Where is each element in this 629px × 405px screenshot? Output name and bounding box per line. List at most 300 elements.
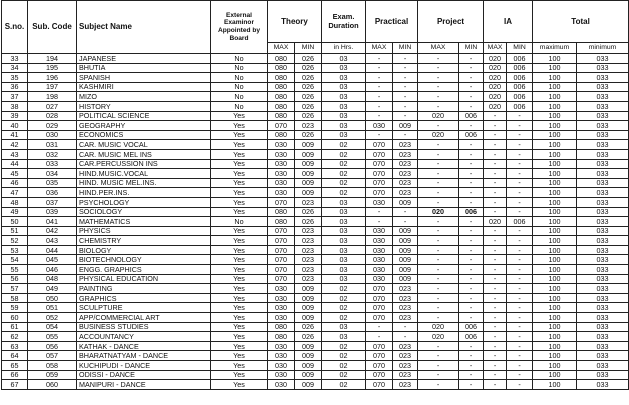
cell-exam-duration: 03 bbox=[322, 54, 366, 64]
cell-external-examiner: Yes bbox=[211, 255, 268, 265]
cell-project-max: - bbox=[418, 226, 459, 236]
cell-total-min: 033 bbox=[577, 121, 629, 131]
cell-subject-name: KATHAK - DANCE bbox=[77, 341, 211, 351]
cell-external-examiner: Yes bbox=[211, 380, 268, 390]
cell-ia-min: - bbox=[507, 255, 533, 265]
cell-ia-max: - bbox=[484, 207, 507, 217]
cell-practical-max: 030 bbox=[366, 245, 393, 255]
cell-project-max: - bbox=[418, 82, 459, 92]
cell-ia-min: - bbox=[507, 265, 533, 275]
cell-project-min: - bbox=[459, 370, 484, 380]
cell-total-max: 100 bbox=[533, 149, 577, 159]
cell-subject-name: GRAPHICS bbox=[77, 293, 211, 303]
cell-project-min: - bbox=[459, 226, 484, 236]
table-row bbox=[2, 54, 629, 64]
cell-theory-max: 080 bbox=[268, 217, 295, 227]
cell-external-examiner: Yes bbox=[211, 351, 268, 361]
cell-total-min: 033 bbox=[577, 178, 629, 188]
cell-theory-min: 026 bbox=[295, 92, 322, 102]
cell-practical-min: 009 bbox=[393, 236, 418, 246]
cell-practical-min: 009 bbox=[393, 197, 418, 207]
cell-external-examiner: Yes bbox=[211, 178, 268, 188]
cell-project-min: - bbox=[459, 169, 484, 179]
cell-ia-max: 020 bbox=[484, 82, 507, 92]
cell-project-min: - bbox=[459, 245, 484, 255]
cell-ia-max: 020 bbox=[484, 101, 507, 111]
table-row bbox=[2, 370, 629, 380]
cell-subject-name: ODISSI - DANCE bbox=[77, 370, 211, 380]
cell-theory-max: 080 bbox=[268, 130, 295, 140]
cell-ia-min: - bbox=[507, 226, 533, 236]
cell-theory-min: 009 bbox=[295, 370, 322, 380]
cell-practical-max: - bbox=[366, 111, 393, 121]
cell-theory-min: 026 bbox=[295, 54, 322, 64]
cell-subject-name: PAINTING bbox=[77, 284, 211, 294]
cell-total-max: 100 bbox=[533, 217, 577, 227]
cell-project-min: - bbox=[459, 92, 484, 102]
table-row bbox=[2, 361, 629, 371]
cell-project-max: - bbox=[418, 245, 459, 255]
cell-ia-max: - bbox=[484, 284, 507, 294]
cell-project-min: - bbox=[459, 361, 484, 371]
cell-sno: 43 bbox=[2, 149, 28, 159]
cell-sno: 58 bbox=[2, 293, 28, 303]
cell-external-examiner: Yes bbox=[211, 293, 268, 303]
cell-sno: 40 bbox=[2, 121, 28, 131]
cell-ia-min: 006 bbox=[507, 63, 533, 73]
cell-sub-code: 036 bbox=[28, 188, 77, 198]
cell-theory-min: 023 bbox=[295, 255, 322, 265]
cell-total-max: 100 bbox=[533, 226, 577, 236]
cell-ia-max: 020 bbox=[484, 73, 507, 83]
cell-subject-name: KUCHIPUDI - DANCE bbox=[77, 361, 211, 371]
cell-theory-min: 009 bbox=[295, 361, 322, 371]
cell-practical-min: - bbox=[393, 101, 418, 111]
cell-external-examiner: Yes bbox=[211, 303, 268, 313]
cell-project-max: - bbox=[418, 92, 459, 102]
cell-sno: 47 bbox=[2, 188, 28, 198]
table-row bbox=[2, 121, 629, 131]
cell-external-examiner: Yes bbox=[211, 169, 268, 179]
cell-sub-code: 034 bbox=[28, 169, 77, 179]
cell-ia-min: - bbox=[507, 169, 533, 179]
cell-project-max: - bbox=[418, 188, 459, 198]
cell-exam-duration: 03 bbox=[322, 82, 366, 92]
cell-external-examiner: Yes bbox=[211, 121, 268, 131]
cell-sub-code: 029 bbox=[28, 121, 77, 131]
subheader-ia-min: MIN bbox=[507, 43, 533, 54]
cell-ia-min: 006 bbox=[507, 217, 533, 227]
cell-external-examiner: Yes bbox=[211, 274, 268, 284]
cell-project-max: - bbox=[418, 284, 459, 294]
cell-exam-duration: 02 bbox=[322, 188, 366, 198]
cell-total-min: 033 bbox=[577, 101, 629, 111]
cell-ia-max: 020 bbox=[484, 54, 507, 64]
cell-ia-min: 006 bbox=[507, 101, 533, 111]
cell-project-min: - bbox=[459, 265, 484, 275]
cell-sno: 44 bbox=[2, 159, 28, 169]
cell-total-min: 033 bbox=[577, 63, 629, 73]
cell-subject-name: ENGG. GRAPHICS bbox=[77, 265, 211, 275]
cell-ia-max: - bbox=[484, 245, 507, 255]
cell-project-max: - bbox=[418, 274, 459, 284]
cell-sub-code: 197 bbox=[28, 82, 77, 92]
cell-sub-code: 039 bbox=[28, 207, 77, 217]
cell-exam-duration: 02 bbox=[322, 140, 366, 150]
cell-ia-max: - bbox=[484, 322, 507, 332]
cell-external-examiner: No bbox=[211, 54, 268, 64]
cell-ia-min: - bbox=[507, 284, 533, 294]
cell-sub-code: 042 bbox=[28, 226, 77, 236]
cell-ia-max: - bbox=[484, 274, 507, 284]
cell-subject-name: CAR.PERCUSSION INS bbox=[77, 159, 211, 169]
cell-sno: 33 bbox=[2, 54, 28, 64]
cell-sub-code: 049 bbox=[28, 284, 77, 294]
cell-external-examiner: No bbox=[211, 82, 268, 92]
cell-practical-min: 009 bbox=[393, 255, 418, 265]
cell-subject-name: BUSINESS STUDIES bbox=[77, 322, 211, 332]
cell-theory-min: 026 bbox=[295, 217, 322, 227]
cell-exam-duration: 02 bbox=[322, 178, 366, 188]
cell-external-examiner: Yes bbox=[211, 236, 268, 246]
cell-practical-min: - bbox=[393, 63, 418, 73]
table-row bbox=[2, 159, 629, 169]
cell-project-min: 006 bbox=[459, 130, 484, 140]
cell-ia-max: - bbox=[484, 159, 507, 169]
cell-practical-max: 030 bbox=[366, 265, 393, 275]
cell-theory-max: 030 bbox=[268, 380, 295, 390]
cell-subject-name: HIND. MUSIC MEL.INS. bbox=[77, 178, 211, 188]
cell-exam-duration: 03 bbox=[322, 245, 366, 255]
cell-sub-code: 055 bbox=[28, 332, 77, 342]
cell-theory-min: 009 bbox=[295, 313, 322, 323]
cell-total-min: 033 bbox=[577, 207, 629, 217]
cell-external-examiner: Yes bbox=[211, 188, 268, 198]
cell-subject-name: GEOGRAPHY bbox=[77, 121, 211, 131]
cell-exam-duration: 03 bbox=[322, 73, 366, 83]
cell-exam-duration: 02 bbox=[322, 169, 366, 179]
cell-project-min: - bbox=[459, 313, 484, 323]
cell-project-max: - bbox=[418, 217, 459, 227]
cell-sno: 59 bbox=[2, 303, 28, 313]
cell-ia-max: - bbox=[484, 370, 507, 380]
marks-scheme-table bbox=[1, 0, 629, 390]
col-header-ia: IA bbox=[484, 1, 533, 43]
cell-exam-duration: 03 bbox=[322, 121, 366, 131]
cell-practical-max: 030 bbox=[366, 274, 393, 284]
cell-project-max: - bbox=[418, 54, 459, 64]
table-row bbox=[2, 169, 629, 179]
cell-theory-min: 009 bbox=[295, 351, 322, 361]
cell-total-max: 100 bbox=[533, 169, 577, 179]
col-header-project: Project bbox=[418, 1, 484, 43]
table-row bbox=[2, 255, 629, 265]
cell-practical-max: 070 bbox=[366, 284, 393, 294]
table-row bbox=[2, 236, 629, 246]
cell-ia-min: - bbox=[507, 332, 533, 342]
cell-external-examiner: Yes bbox=[211, 341, 268, 351]
cell-sub-code: 028 bbox=[28, 111, 77, 121]
cell-theory-max: 080 bbox=[268, 332, 295, 342]
cell-subject-name: SOCIOLOGY bbox=[77, 207, 211, 217]
cell-theory-max: 030 bbox=[268, 169, 295, 179]
table-row bbox=[2, 351, 629, 361]
cell-sno: 55 bbox=[2, 265, 28, 275]
cell-total-min: 033 bbox=[577, 226, 629, 236]
cell-sno: 46 bbox=[2, 178, 28, 188]
cell-practical-max: - bbox=[366, 101, 393, 111]
cell-practical-max: - bbox=[366, 82, 393, 92]
cell-sno: 61 bbox=[2, 322, 28, 332]
cell-theory-max: 080 bbox=[268, 101, 295, 111]
cell-theory-max: 030 bbox=[268, 293, 295, 303]
cell-practical-min: 023 bbox=[393, 370, 418, 380]
cell-ia-max: - bbox=[484, 111, 507, 121]
cell-sno: 51 bbox=[2, 226, 28, 236]
cell-ia-min: - bbox=[507, 159, 533, 169]
cell-ia-min: - bbox=[507, 370, 533, 380]
table-row bbox=[2, 245, 629, 255]
cell-total-max: 100 bbox=[533, 236, 577, 246]
cell-sub-code: 030 bbox=[28, 130, 77, 140]
cell-project-min: - bbox=[459, 101, 484, 111]
header-row-main bbox=[2, 1, 629, 43]
cell-subject-name: CAR. MUSIC VOCAL bbox=[77, 140, 211, 150]
subheader-total-min: minimum bbox=[577, 43, 629, 54]
cell-sno: 52 bbox=[2, 236, 28, 246]
cell-practical-min: - bbox=[393, 217, 418, 227]
cell-total-max: 100 bbox=[533, 82, 577, 92]
cell-exam-duration: 03 bbox=[322, 92, 366, 102]
col-header-subject-name: Subject Name bbox=[77, 1, 211, 54]
cell-project-min: - bbox=[459, 255, 484, 265]
cell-project-max: - bbox=[418, 101, 459, 111]
col-header-external-examiner: External Examinor Appointed by Board bbox=[211, 1, 268, 54]
cell-practical-max: 070 bbox=[366, 370, 393, 380]
cell-project-max: - bbox=[418, 361, 459, 371]
cell-ia-max: - bbox=[484, 140, 507, 150]
cell-subject-name: JAPANESE bbox=[77, 54, 211, 64]
cell-theory-min: 026 bbox=[295, 82, 322, 92]
cell-practical-max: 070 bbox=[366, 341, 393, 351]
cell-theory-max: 070 bbox=[268, 255, 295, 265]
cell-external-examiner: No bbox=[211, 92, 268, 102]
cell-exam-duration: 03 bbox=[322, 130, 366, 140]
cell-exam-duration: 02 bbox=[322, 149, 366, 159]
cell-sno: 60 bbox=[2, 313, 28, 323]
table-row bbox=[2, 265, 629, 275]
cell-practical-min: 009 bbox=[393, 226, 418, 236]
cell-subject-name: PHYSICAL EDUCATION bbox=[77, 274, 211, 284]
cell-practical-min: - bbox=[393, 54, 418, 64]
cell-project-max: - bbox=[418, 265, 459, 275]
cell-practical-min: 023 bbox=[393, 361, 418, 371]
cell-total-min: 033 bbox=[577, 92, 629, 102]
cell-ia-min: - bbox=[507, 274, 533, 284]
cell-ia-max: - bbox=[484, 380, 507, 390]
cell-subject-name: HIND.PER.INS. bbox=[77, 188, 211, 198]
cell-practical-min: 023 bbox=[393, 188, 418, 198]
cell-project-min: - bbox=[459, 121, 484, 131]
cell-practical-min: - bbox=[393, 207, 418, 217]
cell-external-examiner: Yes bbox=[211, 207, 268, 217]
table-row bbox=[2, 73, 629, 83]
col-header-practical: Practical bbox=[366, 1, 418, 43]
cell-project-max: - bbox=[418, 149, 459, 159]
cell-sno: 65 bbox=[2, 361, 28, 371]
cell-theory-max: 070 bbox=[268, 226, 295, 236]
cell-theory-min: 026 bbox=[295, 322, 322, 332]
cell-total-min: 033 bbox=[577, 322, 629, 332]
col-header-total: Total bbox=[533, 1, 629, 43]
cell-total-max: 100 bbox=[533, 188, 577, 198]
cell-practical-max: 070 bbox=[366, 149, 393, 159]
cell-ia-max: 020 bbox=[484, 63, 507, 73]
cell-project-min: - bbox=[459, 341, 484, 351]
cell-ia-max: - bbox=[484, 188, 507, 198]
cell-total-max: 100 bbox=[533, 197, 577, 207]
cell-practical-min: - bbox=[393, 82, 418, 92]
cell-total-max: 100 bbox=[533, 303, 577, 313]
cell-practical-min: - bbox=[393, 322, 418, 332]
cell-sub-code: 032 bbox=[28, 149, 77, 159]
cell-theory-min: 009 bbox=[295, 159, 322, 169]
cell-subject-name: HIND.MUSIC.VOCAL bbox=[77, 169, 211, 179]
cell-ia-max: - bbox=[484, 236, 507, 246]
cell-theory-max: 030 bbox=[268, 361, 295, 371]
cell-ia-min: - bbox=[507, 293, 533, 303]
cell-external-examiner: Yes bbox=[211, 140, 268, 150]
cell-theory-min: 026 bbox=[295, 63, 322, 73]
cell-total-max: 100 bbox=[533, 361, 577, 371]
subheader-project-min: MIN bbox=[459, 43, 484, 54]
cell-theory-min: 026 bbox=[295, 130, 322, 140]
cell-project-min: 006 bbox=[459, 322, 484, 332]
cell-project-max: - bbox=[418, 159, 459, 169]
cell-ia-max: - bbox=[484, 169, 507, 179]
cell-practical-max: 030 bbox=[366, 197, 393, 207]
table-row bbox=[2, 226, 629, 236]
cell-theory-max: 080 bbox=[268, 73, 295, 83]
cell-external-examiner: Yes bbox=[211, 284, 268, 294]
subheader-practical-max: MAX bbox=[366, 43, 393, 54]
cell-ia-min: - bbox=[507, 111, 533, 121]
cell-theory-min: 023 bbox=[295, 197, 322, 207]
col-header-exam-duration: Exam. Duration bbox=[322, 1, 366, 43]
subheader-total-max: maximum bbox=[533, 43, 577, 54]
cell-external-examiner: No bbox=[211, 217, 268, 227]
table-row bbox=[2, 82, 629, 92]
cell-sub-code: 059 bbox=[28, 370, 77, 380]
cell-external-examiner: Yes bbox=[211, 245, 268, 255]
cell-theory-min: 009 bbox=[295, 293, 322, 303]
cell-total-min: 033 bbox=[577, 140, 629, 150]
cell-subject-name: POLITICAL SCIENCE bbox=[77, 111, 211, 121]
cell-practical-min: 023 bbox=[393, 313, 418, 323]
cell-subject-name: MATHEMATICS bbox=[77, 217, 211, 227]
cell-project-max: - bbox=[418, 63, 459, 73]
cell-sno: 36 bbox=[2, 82, 28, 92]
cell-practical-max: 070 bbox=[366, 159, 393, 169]
cell-practical-min: 009 bbox=[393, 121, 418, 131]
cell-external-examiner: Yes bbox=[211, 149, 268, 159]
cell-subject-name: HISTORY bbox=[77, 101, 211, 111]
cell-theory-min: 023 bbox=[295, 265, 322, 275]
cell-ia-min: 006 bbox=[507, 82, 533, 92]
cell-subject-name: APP/COMMERCIAL ART bbox=[77, 313, 211, 323]
cell-project-max: - bbox=[418, 370, 459, 380]
cell-ia-max: 020 bbox=[484, 92, 507, 102]
cell-sub-code: 048 bbox=[28, 274, 77, 284]
cell-sno: 39 bbox=[2, 111, 28, 121]
cell-sno: 49 bbox=[2, 207, 28, 217]
cell-sno: 45 bbox=[2, 169, 28, 179]
cell-project-min: 006 bbox=[459, 207, 484, 217]
cell-exam-duration: 03 bbox=[322, 207, 366, 217]
cell-sno: 53 bbox=[2, 245, 28, 255]
cell-subject-name: KASHMIRI bbox=[77, 82, 211, 92]
cell-project-min: - bbox=[459, 351, 484, 361]
cell-practical-max: 070 bbox=[366, 361, 393, 371]
cell-theory-min: 009 bbox=[295, 169, 322, 179]
cell-project-min: - bbox=[459, 236, 484, 246]
cell-subject-name: PHYSICS bbox=[77, 226, 211, 236]
table-row bbox=[2, 130, 629, 140]
table-row bbox=[2, 293, 629, 303]
cell-theory-max: 030 bbox=[268, 313, 295, 323]
cell-practical-min: 023 bbox=[393, 293, 418, 303]
cell-ia-min: - bbox=[507, 207, 533, 217]
cell-sno: 34 bbox=[2, 63, 28, 73]
cell-exam-duration: 02 bbox=[322, 351, 366, 361]
cell-total-min: 033 bbox=[577, 130, 629, 140]
cell-ia-min: - bbox=[507, 322, 533, 332]
cell-sub-code: 031 bbox=[28, 140, 77, 150]
cell-ia-min: - bbox=[507, 149, 533, 159]
cell-sno: 41 bbox=[2, 130, 28, 140]
cell-theory-min: 009 bbox=[295, 284, 322, 294]
cell-total-min: 033 bbox=[577, 255, 629, 265]
cell-subject-name: BHUTIA bbox=[77, 63, 211, 73]
cell-ia-min: - bbox=[507, 341, 533, 351]
cell-practical-min: 023 bbox=[393, 149, 418, 159]
cell-total-max: 100 bbox=[533, 341, 577, 351]
cell-theory-max: 030 bbox=[268, 341, 295, 351]
cell-theory-min: 009 bbox=[295, 380, 322, 390]
cell-ia-max: - bbox=[484, 361, 507, 371]
cell-practical-max: 070 bbox=[366, 169, 393, 179]
cell-theory-max: 030 bbox=[268, 149, 295, 159]
cell-exam-duration: 02 bbox=[322, 303, 366, 313]
cell-project-max: - bbox=[418, 303, 459, 313]
cell-total-max: 100 bbox=[533, 293, 577, 303]
cell-total-max: 100 bbox=[533, 121, 577, 131]
cell-ia-min: - bbox=[507, 361, 533, 371]
cell-sub-code: 196 bbox=[28, 73, 77, 83]
cell-total-max: 100 bbox=[533, 313, 577, 323]
cell-subject-name: ECONOMICS bbox=[77, 130, 211, 140]
cell-subject-name: SPANISH bbox=[77, 73, 211, 83]
cell-theory-min: 009 bbox=[295, 303, 322, 313]
cell-practical-max: 070 bbox=[366, 178, 393, 188]
cell-sub-code: 046 bbox=[28, 265, 77, 275]
cell-sub-code: 054 bbox=[28, 322, 77, 332]
cell-theory-min: 026 bbox=[295, 73, 322, 83]
cell-theory-min: 009 bbox=[295, 178, 322, 188]
cell-total-max: 100 bbox=[533, 111, 577, 121]
cell-sno: 62 bbox=[2, 332, 28, 342]
cell-practical-min: 009 bbox=[393, 245, 418, 255]
